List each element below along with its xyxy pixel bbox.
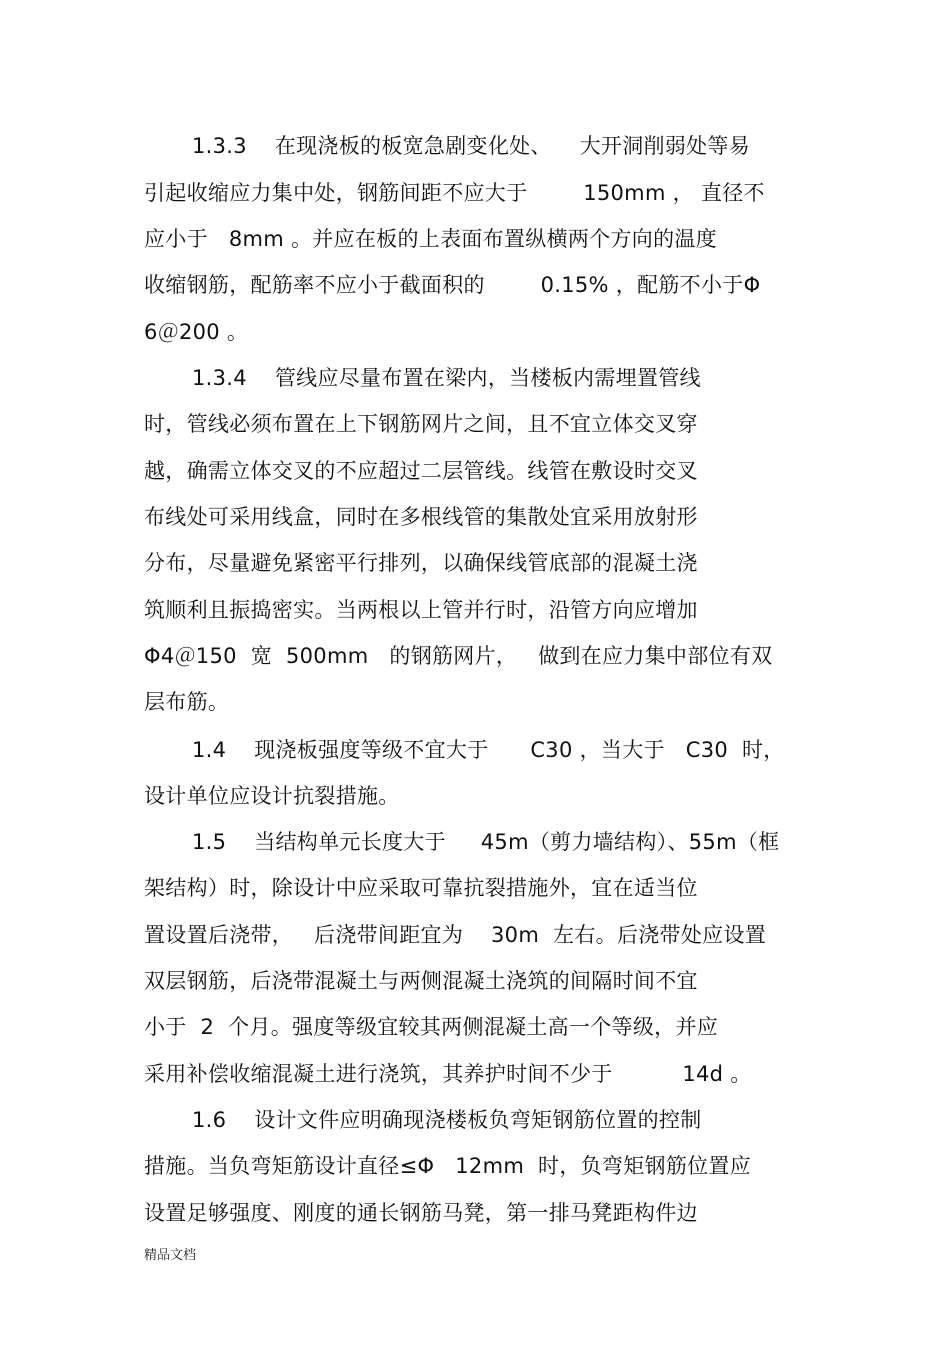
text-line: 双层钢筋，后浇带混凝土与两侧混凝土浇筑的间隔时间不宜 — [144, 969, 698, 993]
text-line: 引起收缩应力集中处，钢筋间距不应大于 150mm ， 直径不 — [144, 181, 765, 205]
text-line: 应小于 8mm 。并应在板的上表面布置纵横两个方向的温度 — [144, 227, 717, 251]
text-line: 时，管线必须布置在上下钢筋网片之间，且不宜立体交叉穿 — [144, 412, 698, 436]
text-line: 分布，尽量避免紧密平行排列，以确保线管底部的混凝土浇 — [144, 551, 698, 575]
text-line: 1.3.3 在现浇板的板宽急剧变化处、 大开洞削弱处等易 — [192, 134, 751, 158]
text-line: 架结构）时，除设计中应采取可靠抗裂措施外，宜在适当位 — [144, 876, 698, 900]
text-line: 设置足够强度、刚度的通长钢筋马凳，第一排马凳距构件边 — [144, 1201, 698, 1225]
text-line: 小于 2 个月。强度等级宜较其两侧混凝土高一个等级，并应 — [144, 1015, 719, 1039]
text-line: 置设置后浇带， 后浇带间距宜为 30m 左右。后浇带处应设置 — [144, 923, 767, 947]
text-line: 6＠200 。 — [144, 320, 249, 344]
text-line: 收缩钢筋，配筋率不应小于截面积的 0.15% ，配筋不小于Φ — [144, 273, 761, 297]
page-footer: 精品文档 — [144, 1248, 197, 1263]
text-line: 筑顺利且振捣密实。当两根以上管并行时，沿管方向应增加 — [144, 598, 698, 622]
text-line: 采用补偿收缩混凝土进行浇筑，其养护时间不少于 14d 。 — [144, 1062, 752, 1086]
text-line: 层布筋。 — [144, 690, 230, 714]
text-line: 1.5 当结构单元长度大于 45m（剪力墙结构）、55m（框 — [192, 830, 780, 854]
text-line: 1.6 设计文件应明确现浇楼板负弯矩钢筋位置的控制 — [192, 1108, 702, 1132]
text-line: 1.3.4 管线应尽量布置在梁内，当楼板内需埋置管线 — [192, 366, 701, 390]
text-line: 1.4 现浇板强度等级不宜大于 C30 ，当大于 C30 时， — [192, 738, 785, 762]
text-line: 越，确需立体交叉的不应超过二层管线。线管在敷设时交叉 — [144, 459, 698, 483]
text-line: 措施。当负弯矩筋设计直径≤Φ 12mm 时，负弯矩钢筋位置应 — [144, 1154, 752, 1178]
text-line: 设计单位应设计抗裂措施。 — [144, 784, 400, 808]
text-line: Φ4＠150 宽 500mm 的钢筋网片， 做到在应力集中部位有双 — [144, 644, 773, 668]
text-line: 布线处可采用线盒，同时在多根线管的集散处宜采用放射形 — [144, 505, 698, 529]
